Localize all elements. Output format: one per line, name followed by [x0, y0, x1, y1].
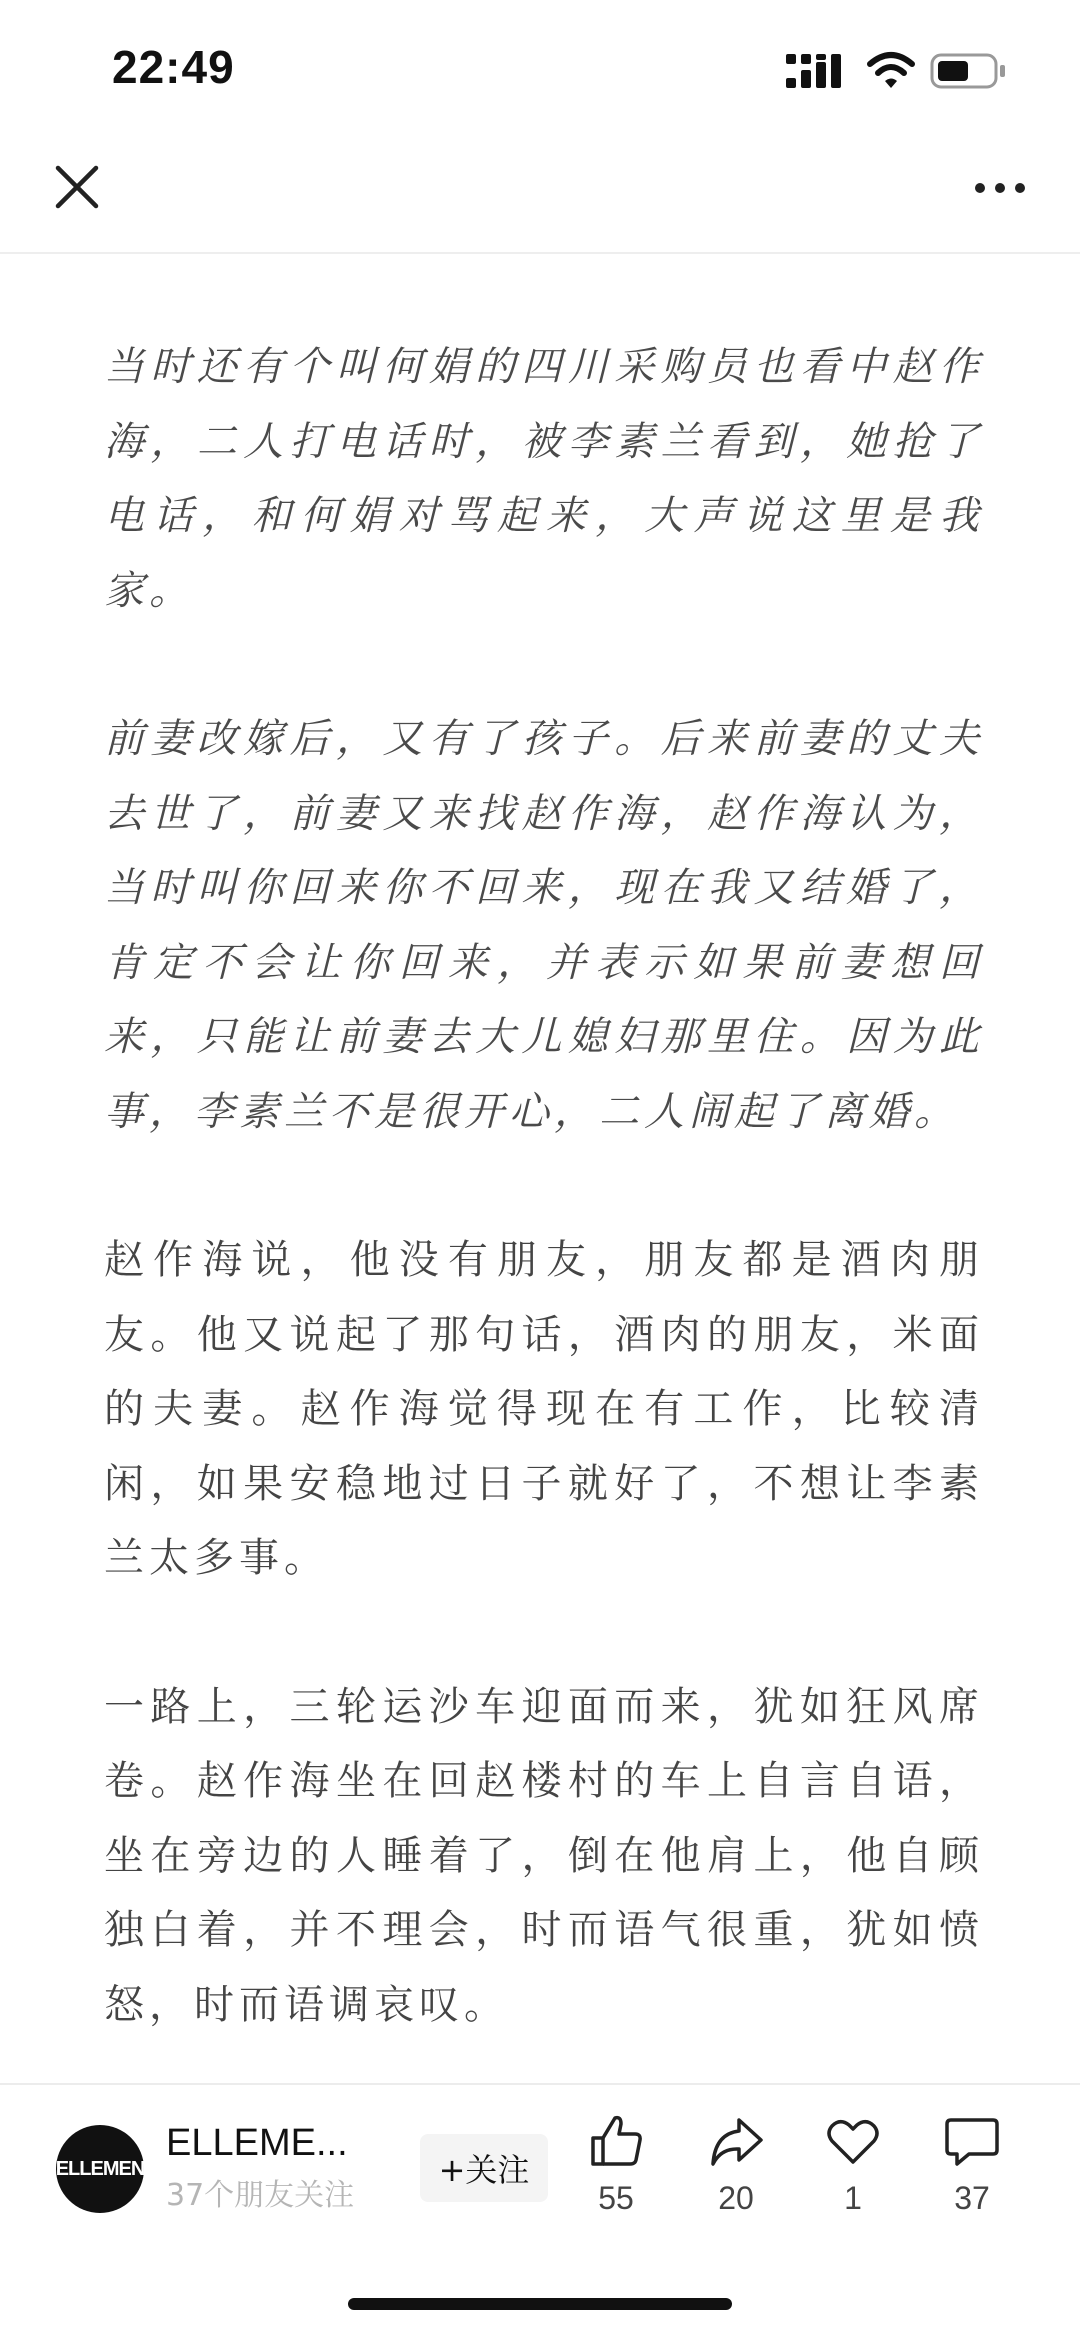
home-indicator[interactable] [348, 2298, 732, 2310]
follow-button[interactable]: +关注 [420, 2134, 548, 2202]
favorite-count: 1 [844, 2180, 862, 2216]
wifi-icon [866, 50, 916, 92]
article-paragraph: 前妻改嫁后，又有了孩子。后来前妻的丈夫去世了，前妻又来找赵作海，赵作海认为，当时叫你回来你不回来，现在我又结婚了，肯定不会让你回来，并表示如果前妻想回来，只能让前妻去大儿媳妇那里住。因为此事，李素兰不是很开心，二人闹起了离婚。 [104, 716, 984, 1135]
account-avatar[interactable]: ELLEMEN [56, 2125, 144, 2213]
share-count: 20 [718, 2180, 754, 2216]
account-name[interactable]: ELLEME... [166, 2122, 348, 2164]
close-icon[interactable] [52, 162, 102, 212]
article-paragraph: 一路上，三轮运沙车迎面而来，犹如狂风席卷。赵作海坐在回赵楼村的车上自言自语，坐在旁边的人睡着了，倒在他肩上，他自顾独白着，并不理会，时而语气很重，犹如愤怒，时而语调哀叹。 [104, 1683, 984, 2028]
like-button[interactable] [566, 2112, 666, 2217]
article-paragraph: 当时还有个叫何娟的四川采购员也看中赵作海，二人打电话时，被李素兰看到，她抢了电话，和何娟对骂起来，大声说这里是我家。 [104, 344, 984, 614]
like-count: 55 [598, 2180, 634, 2216]
thumbs-up-icon [587, 2112, 645, 2170]
status-time: 22:49 [112, 41, 235, 93]
heart-icon [824, 2112, 882, 2170]
comment-bubble-icon [943, 2112, 1001, 2170]
article-paragraph: 赵作海说，他没有朋友，朋友都是酒肉朋友。他又说起了那句话，酒肉的朋友，米面的夫妻。赵作海觉得现在有工作，比较清闲，如果安稳地过日子就好了，不想让李素兰太多事。 [104, 1237, 984, 1581]
cellular-signal-icon [786, 52, 842, 92]
top-nav [0, 140, 1080, 254]
share-button[interactable] [686, 2112, 786, 2217]
account-followers: 37个朋友关注 [166, 2178, 355, 2213]
share-arrow-icon [707, 2112, 765, 2170]
article-body [104, 330, 984, 2116]
comment-count: 37 [954, 2180, 990, 2216]
favorite-button[interactable] [803, 2112, 903, 2217]
status-bar [0, 0, 1080, 140]
more-options-icon[interactable] [972, 168, 1028, 208]
comment-button[interactable] [922, 2112, 1022, 2217]
battery-icon [930, 52, 1006, 90]
